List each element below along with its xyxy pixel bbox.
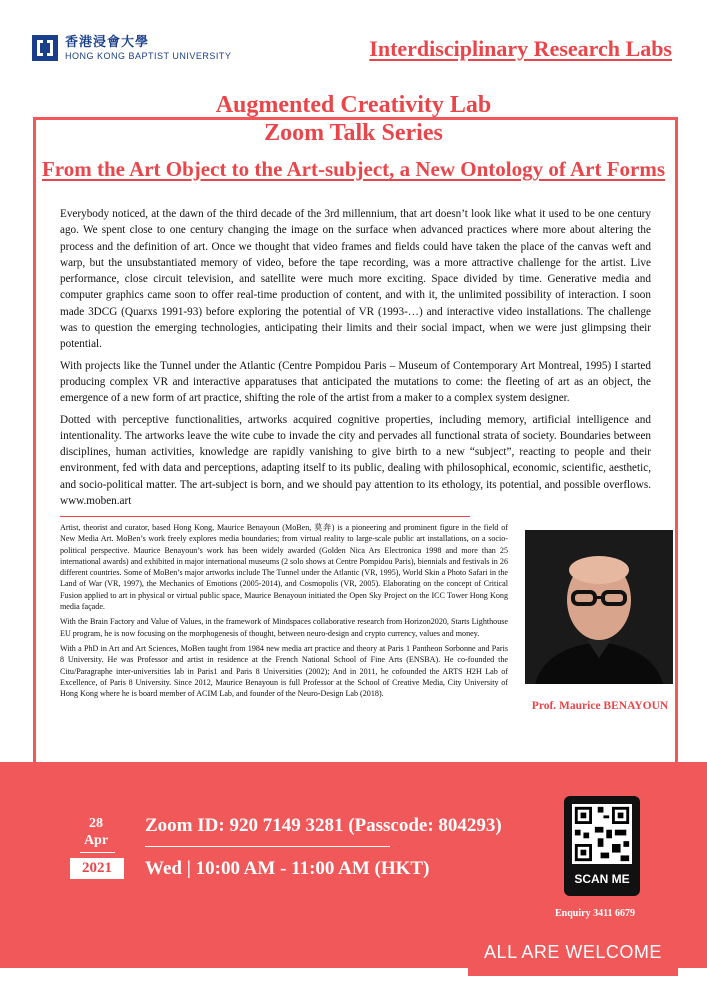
zoom-divider — [145, 846, 390, 847]
speaker-caption: Prof. Maurice BENAYOUN — [531, 700, 669, 712]
logo-text — [65, 36, 231, 61]
speaker-portrait-image — [525, 530, 673, 684]
logo-english-name: HONG KONG BAPTIST UNIVERSITY — [65, 50, 232, 61]
talk-title: From the Art Object to the Art-subject, a New Ontology of Art Forms — [41, 157, 666, 181]
university-crest-icon — [31, 33, 59, 63]
frame-right-line — [675, 117, 678, 767]
event-day: 28 — [89, 816, 103, 831]
event-time: Wed | 10:00 AM - 11:00 AM (HKT) — [145, 858, 430, 879]
event-month: Apr — [83, 833, 109, 848]
frame-left-line — [33, 117, 36, 767]
enquiry-phone: Enquiry 3411 6679 — [555, 908, 636, 919]
series-name: Zoom Talk Series — [264, 119, 443, 146]
speaker-bio — [60, 522, 508, 703]
qr-code-icon — [572, 804, 632, 864]
bio-paragraph: With a PhD in Art and Art Sciences, MoBen taught from 1984 new media art practice and theory at Paris 1 Pantheon Sorbonne and Paris 8 University. He was Professor and artist in residence at the French National School of Fine Arts (ENSBA). He co-founded the Citu/Paragraphe inter-universities lab in Paris1 and Paris 8 Universities (2002); And in 2011, he cofounded the ARTS H2H Lab of Excellence, of Paris 8 University. Since 2012, Maurice Benayoun is full Professor at the School of Creative Media, City University of Hong Kong where he is board member of ACIM Lab, and founder of the Neuro-Design Lab (2018). — [60, 643, 508, 699]
talk-abstract — [60, 206, 651, 514]
welcome-banner — [468, 932, 678, 976]
logo-chinese-name: 香港浸會大學 — [65, 34, 150, 50]
event-year: 2021 — [70, 858, 124, 879]
header-title: Interdisciplinary Research Labs — [369, 36, 672, 61]
section-divider — [60, 516, 470, 517]
abstract-paragraph: Everybody noticed, at the dawn of the third decade of the 3rd millennium, that art doesn’t look like what it used to be one century ago. We spent close to one century changing the image on the surface when advanced practices where more about altering the process and the definition of art. Once we thought that video frames and fields could have taken the place of the canvas weft and warp, but the unsubstantiated memory of video, before the tape recording, was a more attractive challenge for the artist. Live performance, close circuit television, and satellite were much more exciting. Space divided by time. Generative media and computer graphics came soon to offer real-time production of content, and with it, the unlimited possibility of interaction. I soon made 3DCG (Quarxs 1991-93) before exploring the potential of VR (1993-…) and interactive video installations. The challenge was to question the emerging technologies, anticipating their limits and their social impact, when we were just glimpsing their potential. — [60, 208, 651, 351]
speaker-photo — [525, 530, 673, 684]
qr-code-card[interactable] — [564, 796, 640, 896]
welcome-text: ALL ARE WELCOME — [484, 942, 662, 962]
zoom-id[interactable]: Zoom ID: 920 7149 3281 (Passcode: 804293) — [145, 815, 502, 836]
scan-me-label: SCAN ME — [574, 872, 630, 886]
abstract-paragraph: With projects like the Tunnel under the Atlantic (Centre Pompidou Paris – Museum of Contemporary Art Montreal, 1995) I started producing complex VR and interactive apparatuses that anticipated the mutations to come: the fleeting of art as an object, the emergence of a new form of art practice, shifting the role of the artist from a maker to a complex system designer. — [60, 359, 651, 405]
bio-paragraph: Artist, theorist and curator, based Hong Kong, Maurice Benayoun (MoBen, 莫奔) is a pioneering and prominent figure in the field of New Media Art. MoBen’s work freely explores media boundaries; from virtual reality to large-scale public art installations, on a socio-political perspective. Maurice Benayoun’s work has been widely awarded (Golden Nica Ars Electronica 1998 and more than 25 international awards) and exhibited in major international museums (2 solo shows at Centre Pompidou Paris), biennials and festivals in 26 different countries. Some of MoBen’s major artworks include The Tunnel under the Atlantic (VR, 1995), World Skin a Photo Safari in the Land of War (VR, 1997), the Mechanics of Emotions (2005-2014), and Cosmopolis (VR, 2005). Elaborating on the concept of Critical Fusion applied to art in physical or virtual public space, Maurice Benayoun initiated the Open Sky Project on the ICC Tower Hong Kong media façade. — [60, 523, 508, 612]
university-logo[interactable] — [31, 33, 231, 63]
date-divider — [80, 852, 115, 853]
abstract-paragraph: Dotted with perceptive functionalities, artworks acquired cognitive properties, including memory, artificial intelligence and intentionality. The artworks leave the wite cube to invade the city and pervades all functional strata of society. Boundaries between disciplines, human activities, knowledge are rapidly vanishing to give birth to a new “subject”, reacting to people and their environment, fed with data and perceptions, adapting itself to its public, dealing with philosophical, economic, scientific, aesthetic, and socio-political matter. The art-subject is born, and we should pay attention to its ethology, its potential, and possible overflows. www.moben.art — [60, 413, 651, 508]
lab-name: Augmented Creativity Lab — [215, 92, 492, 118]
lab-title — [0, 92, 707, 147]
bio-paragraph: With the Brain Factory and Value of Values, in the framework of Mindspaces collaborative research from Horizon2020, Starts Lighthouse EU program, he is now focusing on the morphogenesis of thought, between neuro-design and crypto currency, values and money. — [60, 617, 508, 638]
